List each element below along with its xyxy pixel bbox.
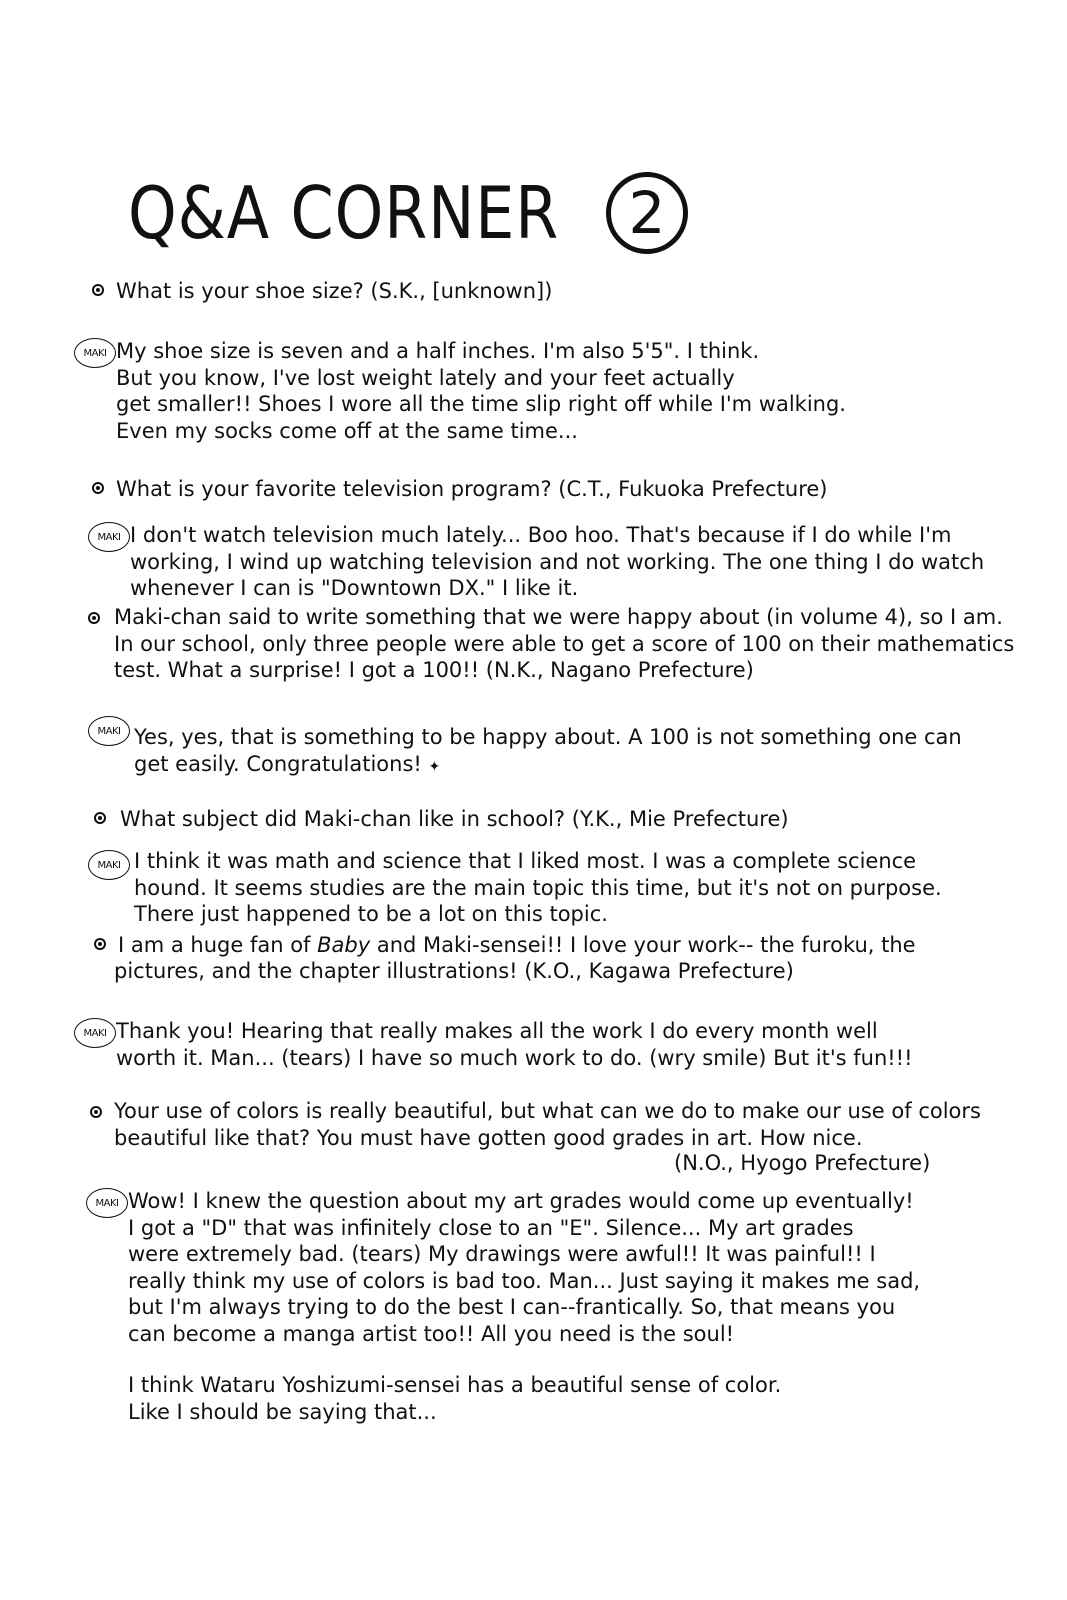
title-number-circle: 2 — [606, 172, 688, 254]
answer-4: I think it was math and science that I liked most. I was a complete science hound. It seems studies are the main topic this time, but it's not on purpose. There just happened to be a lot on this topic. — [134, 849, 942, 926]
maki-badge: MAKI — [74, 338, 116, 368]
page-title — [128, 168, 666, 258]
maki-badge: MAKI — [74, 1018, 116, 1048]
title-text: Q&A CORNER — [128, 171, 560, 255]
maki-badge: MAKI — [88, 716, 130, 746]
question-bullet-icon — [88, 612, 100, 624]
maki-badge: MAKI — [88, 850, 130, 880]
question-1: What is your shoe size? (S.K., [unknown]) — [116, 279, 553, 303]
answer-1: My shoe size is seven and a half inches. I'm also 5'5". I think. But you know, I've lost weight lately and your feet actually get smaller!! Shoes I wore all the time slip right off while I'm walking. Even my socks come off at the same time... — [116, 339, 846, 443]
question-2: What is your favorite television program? (C.T., Fukuoka Prefecture) — [116, 477, 828, 501]
question-6: Your use of colors is really beautiful, but what can we do to make our use of colors beautiful like that? You must have gotten good grades in art. How nice. — [114, 1099, 981, 1150]
closing-note: I think Wataru Yoshizumi-sensei has a beautiful sense of color. Like I should be saying that... — [128, 1373, 782, 1424]
question-bullet-icon — [90, 1106, 102, 1118]
answer-2: I don't watch television much lately... Boo hoo. That's because if I do while I'm working, I wind up watching television and not working. The one thing I do watch whenever I can is "Downtown DX." I like it. — [130, 523, 985, 600]
question-bullet-icon — [94, 938, 106, 950]
question-bullet-icon — [94, 812, 106, 824]
maki-badge: MAKI — [88, 522, 130, 552]
answer-3: Yes, yes, that is something to be happy about. A 100 is not something one can get easily. Congratulations! ✦ — [134, 725, 962, 776]
answer-5: Thank you! Hearing that really makes all the work I do every month well worth it. Man... (tears) I have so much work to do. (wry smile) But it's fun!!! — [116, 1019, 913, 1070]
question-bullet-icon — [92, 482, 104, 494]
question-4: What subject did Maki-chan like in school? (Y.K., Mie Prefecture) — [120, 807, 789, 831]
question-5-rest: pictures, and the chapter illustrations! (K.O., Kagawa Prefecture) — [114, 959, 794, 983]
question-bullet-icon — [92, 284, 104, 296]
answer-6: Wow! I knew the question about my art grades would come up eventually! I got a "D" that was infinitely close to an "E". Silence... My art grades were extremely bad. (tears) My drawings were awful!! It was painful!! I really think my use of colors is bad too. Man... Just saying it makes me sad, but I'm always trying to do the best I can--frantically. So, that means you can become a manga artist too!! All you need is the soul! — [128, 1189, 921, 1346]
question-5: I am a huge fan of Baby and Maki-sensei!! I love your work-- the furoku, the — [118, 933, 916, 957]
maki-badge: MAKI — [86, 1188, 128, 1218]
title-baby: Baby — [317, 933, 371, 957]
question-6-credit: (N.O., Hyogo Prefecture) — [674, 1151, 931, 1175]
star-icon: ✦ — [428, 758, 441, 775]
question-3: Maki-chan said to write something that we were happy about (in volume 4), so I am. In our school, only three people were able to get a score of 100 on their mathematics test. What a surprise! I got a 100!! (N.K., Nagano Prefecture) — [114, 605, 1015, 682]
